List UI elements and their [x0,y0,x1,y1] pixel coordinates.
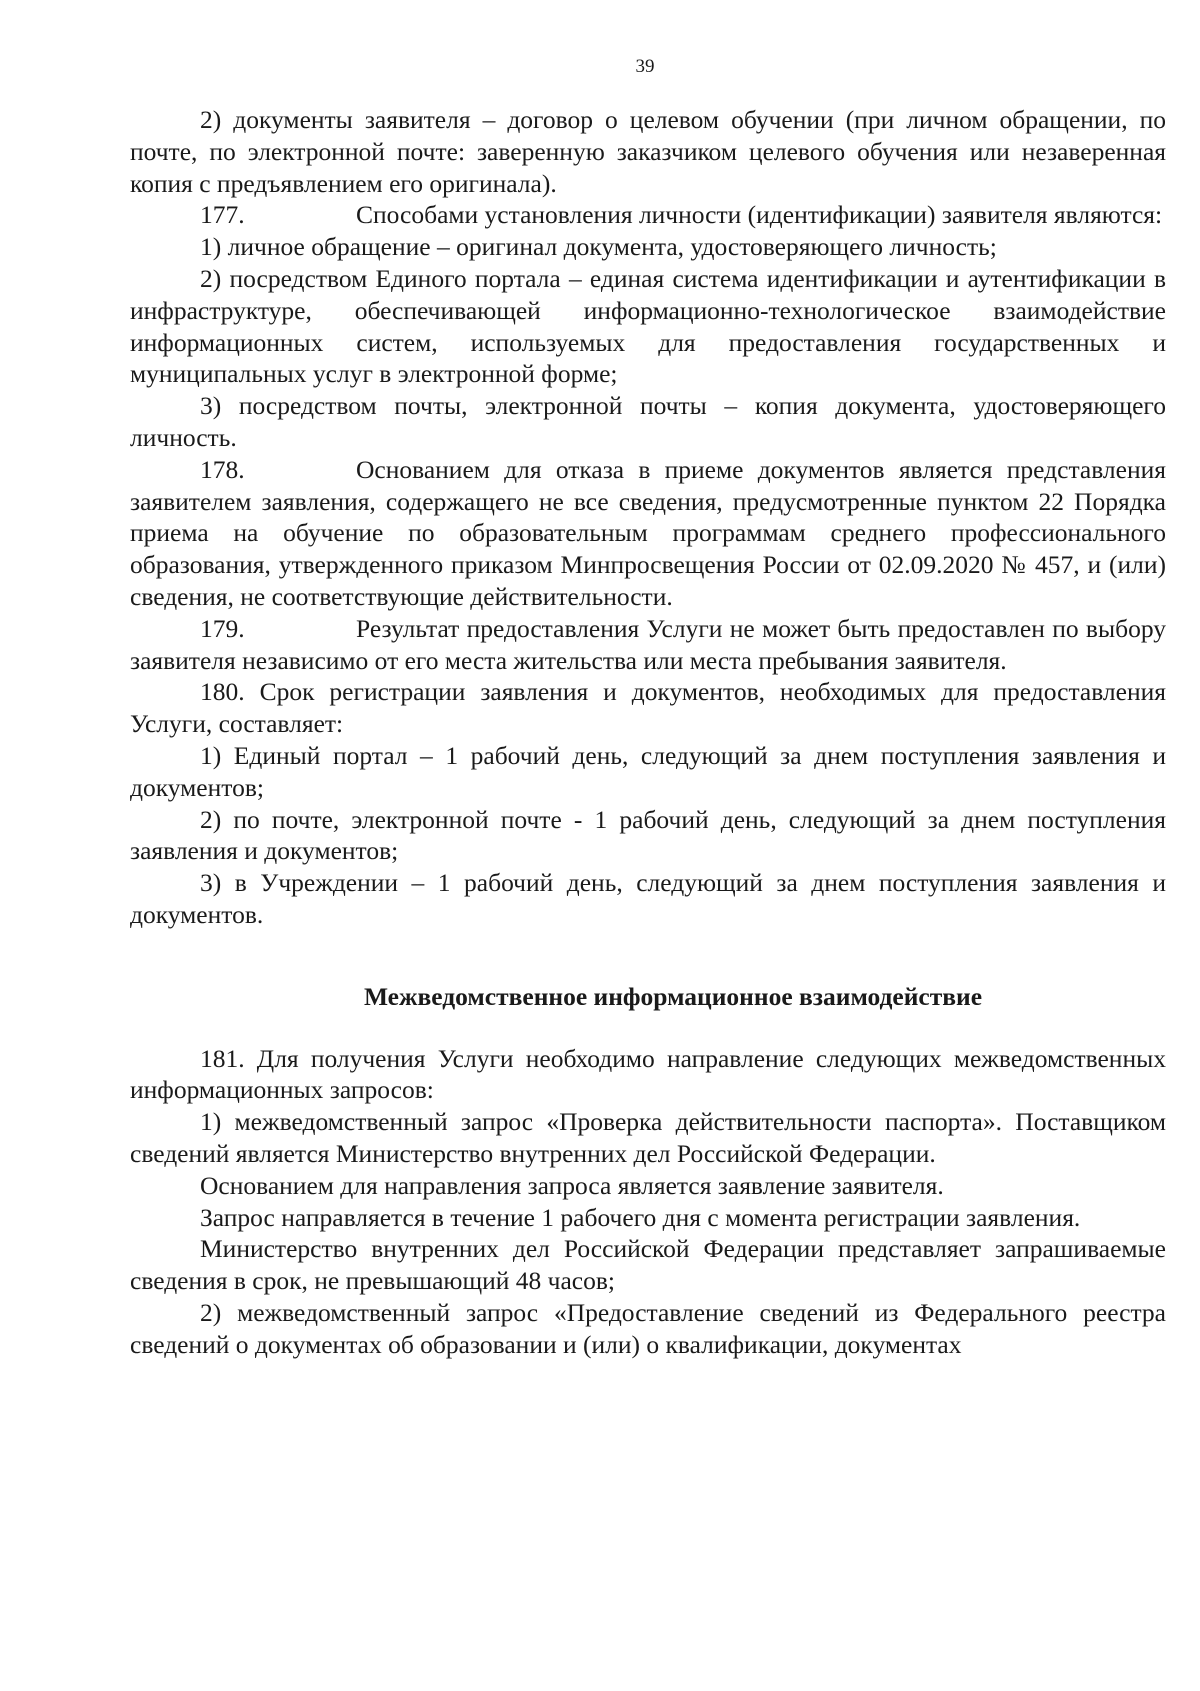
paragraph-178 [130,454,1166,613]
paragraph [130,231,1166,263]
paragraph-text: 3) посредством почты, электронной почты – копия документа, удостоверяющего личность. [130,391,1166,452]
paragraph [130,1297,1166,1361]
paragraph-text: Основанием для направления запроса является заявление заявителя. [200,1170,944,1200]
paragraph [130,263,1166,390]
item-number: 177. [200,200,245,230]
paragraph-text: 2) по почте, электронной почте - 1 рабочий день, следующий за днем поступления заявления и документов; [130,804,1166,866]
paragraph [130,740,1166,804]
item-number: 179. [200,613,245,643]
document-body [130,104,1166,1360]
paragraph-text: Способами установления личности (идентификации) заявителя являются: [356,200,1163,230]
paragraph-text: 3) в Учреждении – 1 рабочий день, следующий за днем поступления заявления и документов. [130,868,1166,929]
paragraph-177 [130,199,1166,231]
paragraph [130,1233,1166,1297]
paragraph-text: Министерство внутренних дел Российской Федерации представляет запрашиваемые сведения в срок, не превышающий 48 часов; [130,1234,1166,1296]
paragraph-179 [130,613,1166,677]
paragraph-text: Основанием для отказа в приеме документов является представления заявителем заявления, содержащего не все сведения, предусмотренные пунктом 22 Порядка приема на обучение по образовательным программам среднего профессионального образования, утвержденного приказом Минпросвещения России от 02.09.2020 № 457, и (или) сведения, не соответствующие действительности. [130,454,1166,611]
paragraph-text: 2) посредством Единого портала – единая система идентификации и аутентификации в инфраструктуре, обеспечивающей информационно-технологическое взаимодействие информационных систем, используемых для предоставления государственных и муниципальных услуг в электронной форме; [130,263,1166,389]
paragraph-180 [130,676,1166,740]
paragraph-text: 1) личное обращение – оригинал документа, удостоверяющего личность; [200,232,997,262]
page-number: 39 [635,56,655,77]
item-number: 178. [200,454,245,484]
paragraph [130,104,1166,199]
paragraph [130,1202,1166,1234]
paragraph [130,804,1166,868]
section-heading: Межведомственное информационное взаимодействие [363,981,983,1011]
paragraph-text: Запрос направляется в течение 1 рабочего дня с момента регистрации заявления. [200,1202,1081,1232]
paragraph [130,867,1166,931]
paragraph [130,390,1166,454]
paragraph [130,1170,1166,1202]
paragraph-text: Результат предоставления Услуги не может быть предоставлен по выбору заявителя независимо от его места жительства или места пребывания заявителя. [130,613,1166,675]
paragraph [130,1106,1166,1170]
paragraph-text: 2) межведомственный запрос «Предоставление сведений из Федерального реестра сведений о документах об образовании и (или) о квалификации, документах [130,1297,1166,1359]
paragraph-text: 1) Единый портал – 1 рабочий день, следующий за днем поступления заявления и документов; [130,740,1166,802]
paragraph-text: 1) межведомственный запрос «Проверка действительности паспорта». Поставщиком сведений является Министерство внутренних дел Российской Федерации. [130,1107,1166,1168]
paragraph-text: 2) документы заявителя – договор о целевом обучении (при личном обращении, по почте, по электронной почте: заверенную заказчиком целевого обучения или незаверенная копия с предъявлением его оригинала). [130,105,1166,198]
paragraph-181 [130,1043,1166,1107]
paragraph-text: 180. Срок регистрации заявления и документов, необходимых для предоставления Услуги, составляет: [130,677,1166,739]
paragraph-text: 181. Для получения Услуги необходимо направление следующих межведомственных информационных запросов: [130,1043,1166,1105]
